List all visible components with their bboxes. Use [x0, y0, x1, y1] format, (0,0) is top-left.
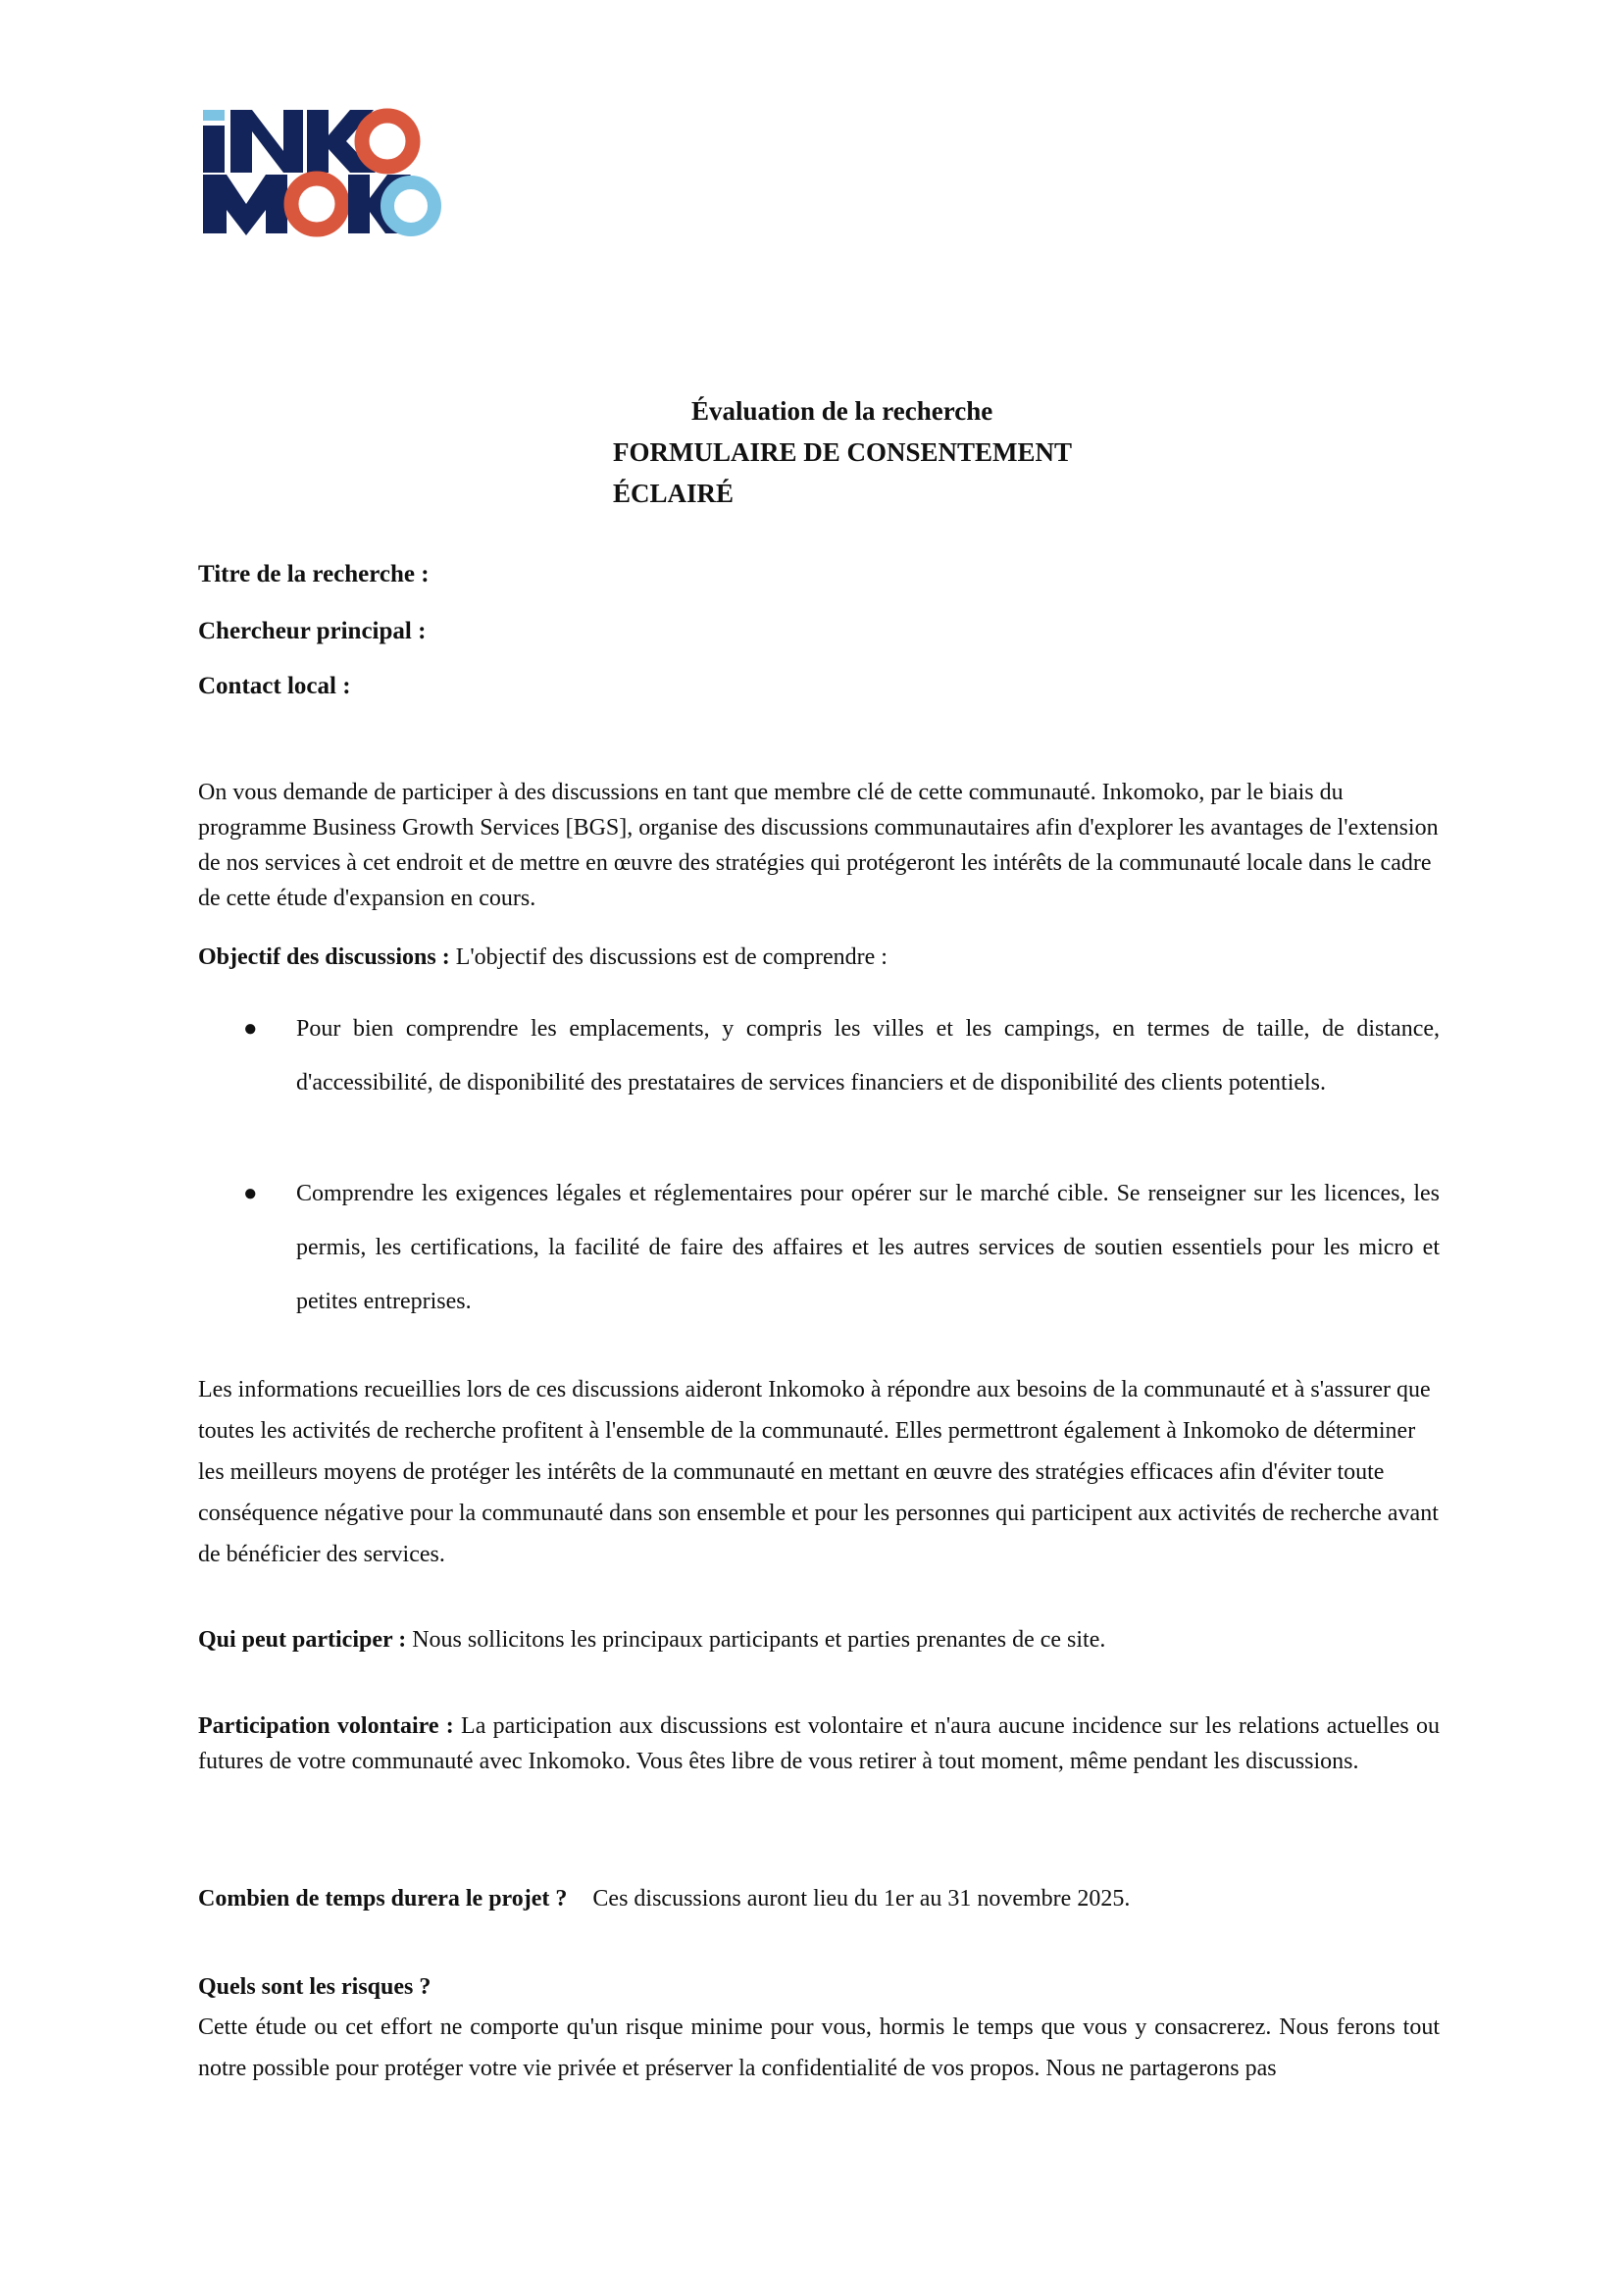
research-title-label: Titre de la recherche :: [198, 561, 430, 587]
objective-line: [198, 940, 1440, 975]
principal-investigator-label: Chercheur principal :: [198, 618, 427, 644]
inkomoko-logo: [201, 106, 442, 237]
document-title-continued: ÉCLAIRÉ: [613, 479, 735, 508]
document-title: FORMULAIRE DE CONSENTEMENT: [613, 437, 1073, 467]
bullet-icon: ●: [243, 1181, 258, 1206]
risks-heading: Quels sont les risques ?: [198, 1974, 431, 2000]
logo-m: [203, 175, 287, 235]
objective-bullet-2: [245, 1167, 1440, 1329]
who-can-participate: [198, 1622, 1440, 1657]
objective-label: Objectif des discussions :: [198, 944, 450, 970]
who-label: Qui peut participer :: [198, 1627, 407, 1653]
logo-o-blue: [387, 182, 434, 229]
logo-o-top: [362, 116, 413, 167]
bullet-icon: ●: [243, 1016, 258, 1042]
intro-paragraph: On vous demande de participer à des discussions en tant que membre clé de cette communauté. Inkomoko, par le biais du programme Business Growth Services [BGS], organise des discussions communautaires afin d'explorer les avantages de l'extension de nos services à cet endroit et de mettre en œuvre des stratégies qui protégeront les intérêts de la communauté locale dans le cadre de cette étude d'expansion en cours.: [198, 780, 1439, 911]
project-duration: [198, 1881, 1440, 1916]
local-contact-label: Contact local :: [198, 673, 351, 699]
logo-n: [230, 110, 303, 173]
who-text: Nous sollicitons les principaux participants et parties prenantes de ce site.: [406, 1627, 1106, 1653]
risks-paragraph: Cette étude ou cet effort ne comporte qu'un risque minime pour vous, hormis le temps que vous y consacrerez. Nous ferons tout notre possible pour protéger votre vie privée et préserver la confidentialité de vos propos. Nous ne partagerons pas: [198, 2014, 1440, 2081]
logo-i-dot: [203, 110, 225, 121]
info-paragraph: Les informations recueillies lors de ces discussions aideront Inkomoko à répondre aux besoins de la communauté et à s'assurer que toutes les activités de recherche profitent à l'ensemble de la communauté. Elles permettront également à Inkomoko de déterminer les meilleurs moyens de protéger les intérêts de la communauté en mettant en œuvre des stratégies efficaces afin d'éviter toute conséquence négative pour la communauté dans son ensemble et pour les personnes qui participent aux activités de recherche avant de bénéficier des services.: [198, 1377, 1439, 1567]
duration-text: Ces discussions auront lieu du 1er au 31 novembre 2025.: [592, 1886, 1131, 1912]
duration-label: Combien de temps durera le projet ?: [198, 1886, 568, 1912]
objective-text: L'objectif des discussions est de comprendre :: [449, 944, 888, 970]
logo-o-middle: [291, 178, 342, 229]
voluntary-participation: [198, 1708, 1440, 1779]
bullet-text: Comprendre les exigences légales et réglementaires pour opérer sur le marché cible. Se renseigner sur les licences, les permis, les certifications, la facilité de faire des affaires et les autres services de soutien essentiels pour les micro et petites entreprises.: [296, 1181, 1440, 1314]
bullet-text: Pour bien comprendre les emplacements, y compris les villes et les campings, en termes de taille, de distance, d'accessibilité, de disponibilité des prestataires de services financiers et de disponibilité des clients potentiels.: [296, 1016, 1440, 1096]
logo-graphic: [201, 106, 442, 237]
objective-bullet-1: [245, 1002, 1440, 1110]
voluntary-label: Participation volontaire :: [198, 1713, 454, 1739]
voluntary-text: La participation aux discussions est volontaire et n'aura aucune incidence sur les relations actuelles ou futures de votre communauté avec Inkomoko. Vous êtes libre de vous retirer à tout moment, même pendant les discussions.: [198, 1713, 1441, 1774]
document-subtitle: Évaluation de la recherche: [691, 396, 993, 426]
logo-i-stem: [203, 126, 225, 173]
title-block: [613, 390, 1299, 514]
